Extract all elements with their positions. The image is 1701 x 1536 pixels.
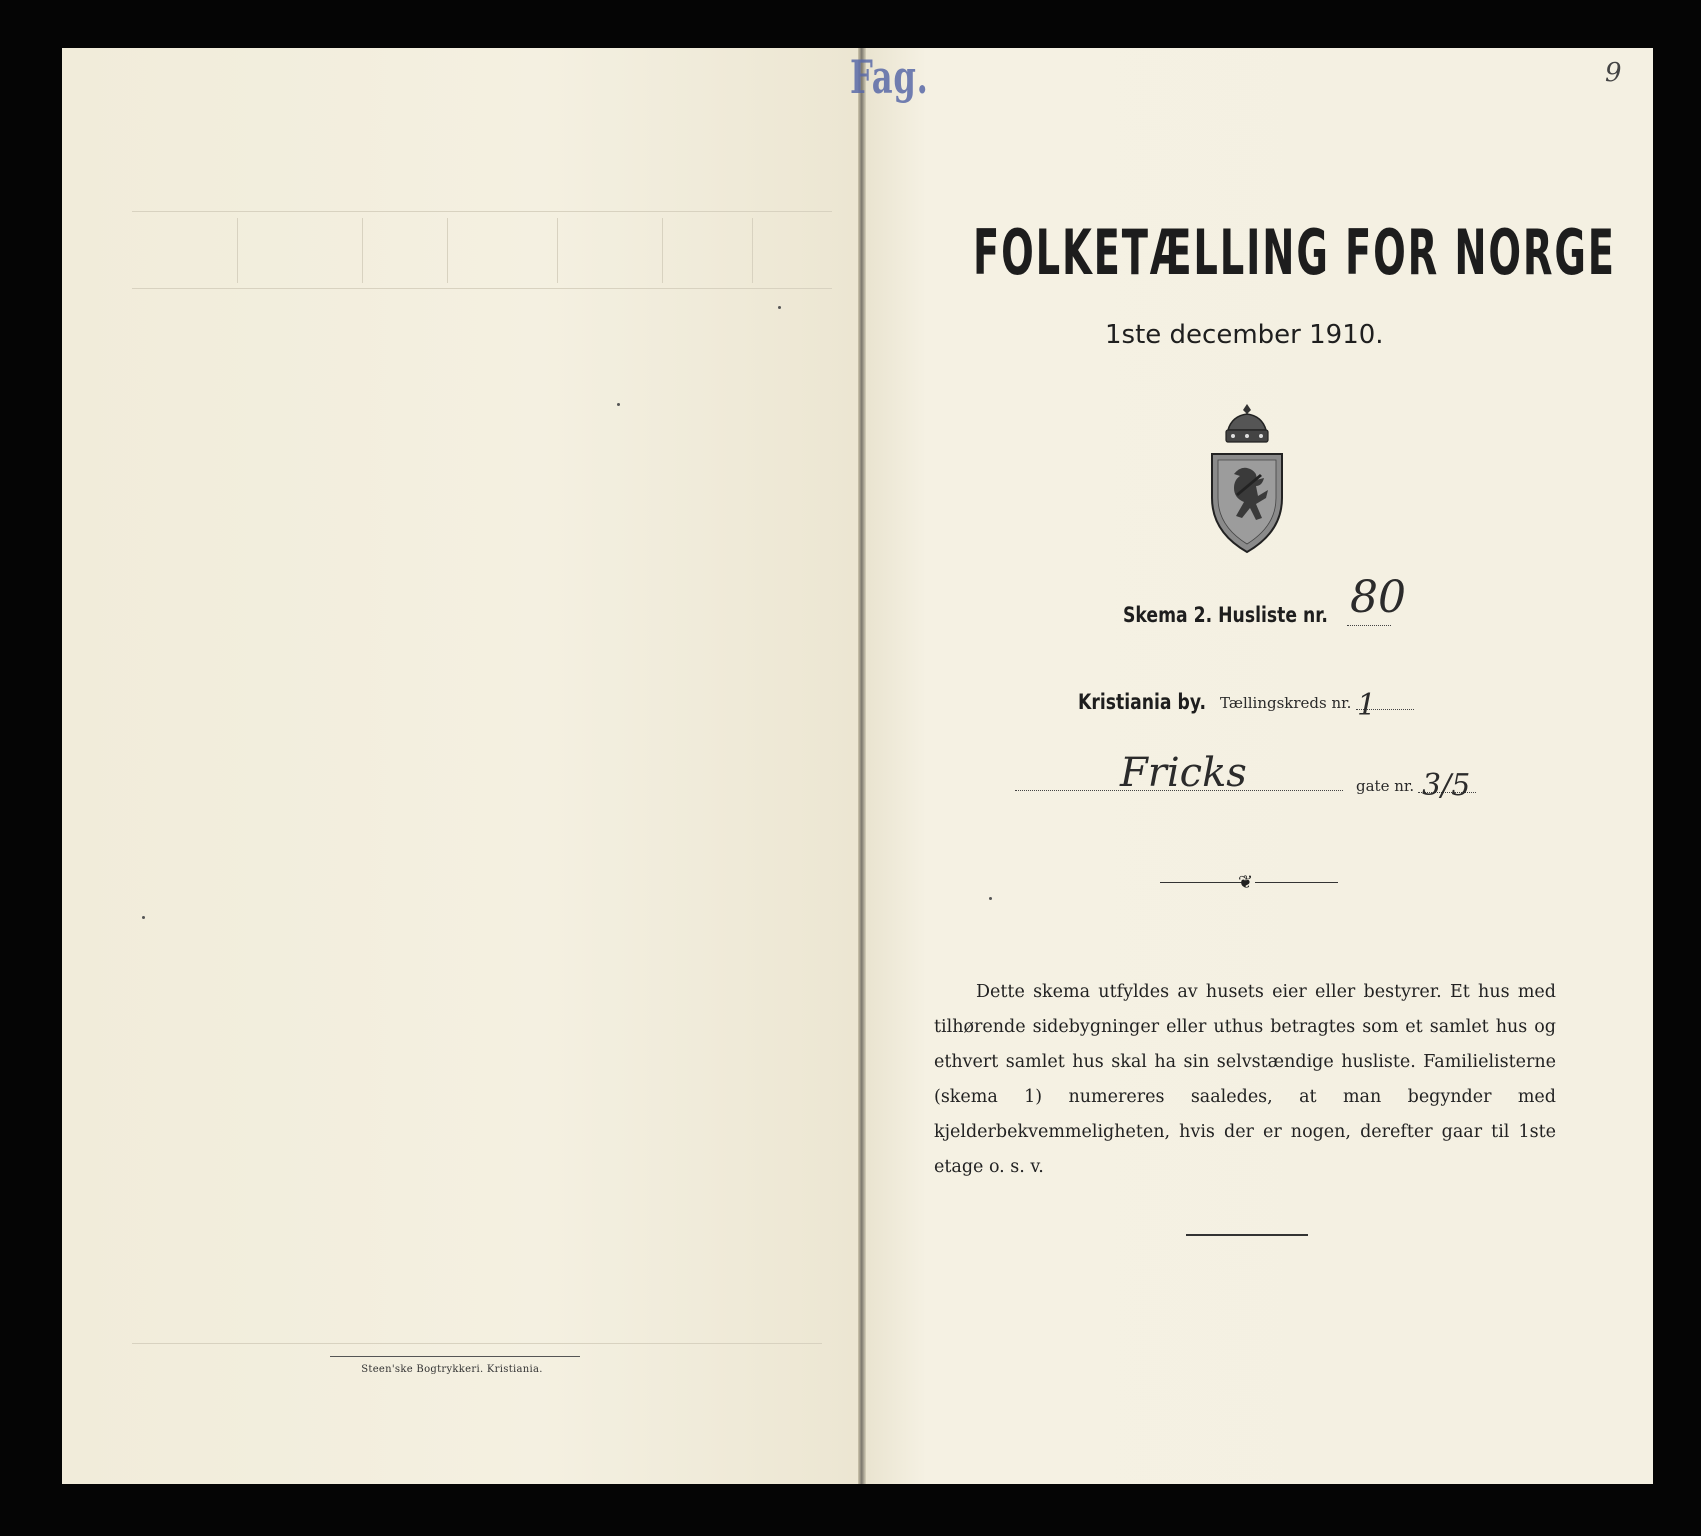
kreds-number: 1 <box>1357 688 1377 723</box>
bleed-through-rule <box>132 1343 822 1344</box>
bleed-through-column <box>447 218 448 283</box>
city-label: Kristiania by. <box>1078 690 1207 714</box>
gate-label: gate nr. <box>1356 777 1415 795</box>
paper-speck <box>142 916 145 919</box>
archive-stamp: Fag. <box>850 50 929 104</box>
street-name: Fricks <box>1120 750 1247 796</box>
bleed-through-column <box>362 218 363 283</box>
closing-rule <box>1186 1234 1308 1236</box>
bleed-through-rule <box>132 288 832 289</box>
book-spine <box>858 48 866 1484</box>
printer-credit: Steen'ske Bogtrykkeri. Kristiania. <box>361 1364 543 1375</box>
skema-label: Skema 2. Husliste nr. <box>1123 603 1328 627</box>
fleuron-ornament-icon: ❦ <box>1238 872 1254 893</box>
instructions-paragraph <box>934 975 1556 1185</box>
paper-speck <box>989 897 992 900</box>
husliste-number-line <box>1347 625 1391 626</box>
census-date: 1ste december 1910. <box>1105 320 1384 350</box>
husliste-number: 80 <box>1350 572 1406 623</box>
bleed-through-rule <box>132 211 832 212</box>
paper-speck <box>617 403 620 406</box>
ornament-rule-right <box>1255 882 1338 883</box>
kreds-label: Tællingskreds nr. <box>1220 694 1352 712</box>
bleed-through-column <box>662 218 663 283</box>
bleed-through-column <box>752 218 753 283</box>
form-title: FOLKETÆLLING FOR NORGE <box>973 216 1616 289</box>
page-number: 9 <box>1605 58 1622 88</box>
instructions-text: Dette skema utfyldes av husets eier eller bestyrer. Et hus med tilhørende sidebygninger eller uthus betragtes som et samlet hus og ethvert samlet hus skal ha sin selvstændige husliste. Familielisterne (skema 1) numereres saaledes, at man begynder med kjelderbekvemmeligheten, hvis der er nogen, derefter gaar til 1ste etage o. s. v. <box>934 982 1556 1177</box>
bleed-through-column <box>557 218 558 283</box>
bleed-through-column <box>237 218 238 283</box>
printer-credit-rule <box>330 1356 580 1357</box>
left-page <box>62 48 860 1484</box>
gate-number: 3/5 <box>1422 768 1471 803</box>
paper-speck <box>778 306 781 309</box>
ornament-rule-left <box>1160 882 1245 883</box>
norwegian-coat-of-arms-icon <box>1206 402 1288 554</box>
